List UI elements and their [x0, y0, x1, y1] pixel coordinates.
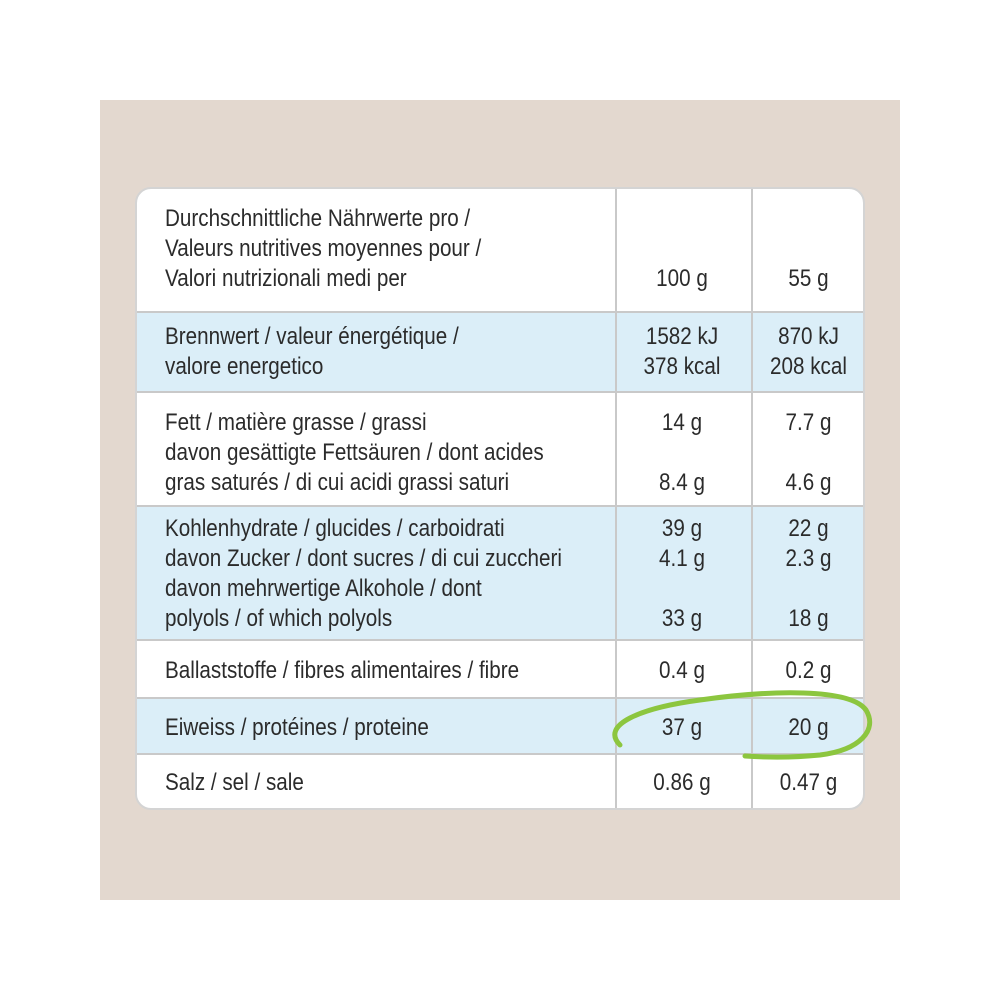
row-label: Salz / sel / sale [165, 769, 304, 796]
row-label-line: gras saturés / di cui acidi grassi saturi [165, 469, 510, 496]
value-line: 1582 kJ [645, 323, 719, 350]
value-per-portion: 22 g [788, 515, 829, 542]
header-label-line: Valori nutrizionali medi per [165, 265, 407, 292]
value-per-100g [622, 322, 742, 382]
value-per-100g: 33 g [661, 605, 703, 632]
value-per-100g: 39 g [661, 515, 703, 542]
row-label-line: Brennwert / valeur énergétique / [165, 323, 459, 350]
row-label-line: Fett / matière grasse / grassi [165, 409, 427, 436]
nutrition-table [135, 187, 865, 810]
column-divider [751, 393, 753, 505]
column-divider [751, 699, 753, 753]
value-per-portion: 0.2 g [785, 657, 832, 684]
column-divider [615, 313, 617, 391]
value-per-portion: 4.6 g [785, 469, 832, 496]
row-label: Eiweiss / protéines / proteine [165, 714, 429, 741]
value-line: 378 kcal [643, 353, 721, 380]
row-label-line: Kohlenhydrate / glucides / carboidrati [165, 515, 505, 542]
row-label-line: davon gesättigte Fettsäuren / dont acides [165, 439, 544, 466]
value-per-portion: 20 g [788, 714, 829, 741]
column-divider [751, 189, 753, 311]
column-divider [751, 641, 753, 697]
row-label [165, 408, 544, 498]
header-col-100g: 100 g [656, 265, 708, 292]
column-divider [615, 189, 617, 311]
row-label [165, 514, 562, 634]
table-row-fibre [137, 641, 865, 699]
value-per-100g: 8.4 g [659, 469, 705, 496]
header-row [137, 189, 865, 313]
row-label: Ballaststoffe / fibres alimentaires / fibre [165, 657, 520, 684]
header-label-line: Durchschnittliche Nährwerte pro / [165, 205, 471, 232]
column-divider [615, 699, 617, 753]
table-row-protein [137, 699, 865, 755]
column-divider [751, 313, 753, 391]
value-per-100g: 37 g [661, 714, 703, 741]
value-per-portion [759, 322, 858, 382]
row-label [165, 322, 459, 382]
table-row-salt [137, 755, 865, 810]
value-per-portion: 0.47 g [779, 769, 838, 796]
value-per-100g: 0.86 g [653, 769, 711, 796]
column-divider [615, 755, 617, 810]
value-per-100g: 0.4 g [659, 657, 705, 684]
header-label [165, 204, 481, 294]
value-per-portion: 2.3 g [785, 545, 832, 572]
value-per-portion: 18 g [788, 605, 829, 632]
column-divider [615, 641, 617, 697]
row-label-line: valore energetico [165, 353, 324, 380]
column-divider [615, 393, 617, 505]
value-per-100g: 4.1 g [659, 545, 705, 572]
value-line: 208 kcal [770, 353, 847, 380]
row-label-line: polyols / of which polyols [165, 605, 393, 632]
value-per-100g: 14 g [661, 409, 703, 436]
table-row-energy [137, 313, 865, 393]
value-per-portion: 7.7 g [785, 409, 832, 436]
column-divider [751, 755, 753, 810]
row-label-line: davon Zucker / dont sucres / di cui zuccheri [165, 545, 562, 572]
table-row-fat [137, 393, 865, 507]
column-divider [615, 507, 617, 639]
row-label-line: davon mehrwertige Alkohole / dont [165, 575, 482, 602]
header-col-55g: 55 g [788, 265, 829, 292]
table-row-carbohydrates [137, 507, 865, 641]
column-divider [751, 507, 753, 639]
header-label-line: Valeurs nutritives moyennes pour / [165, 235, 482, 262]
value-line: 870 kJ [778, 323, 839, 350]
